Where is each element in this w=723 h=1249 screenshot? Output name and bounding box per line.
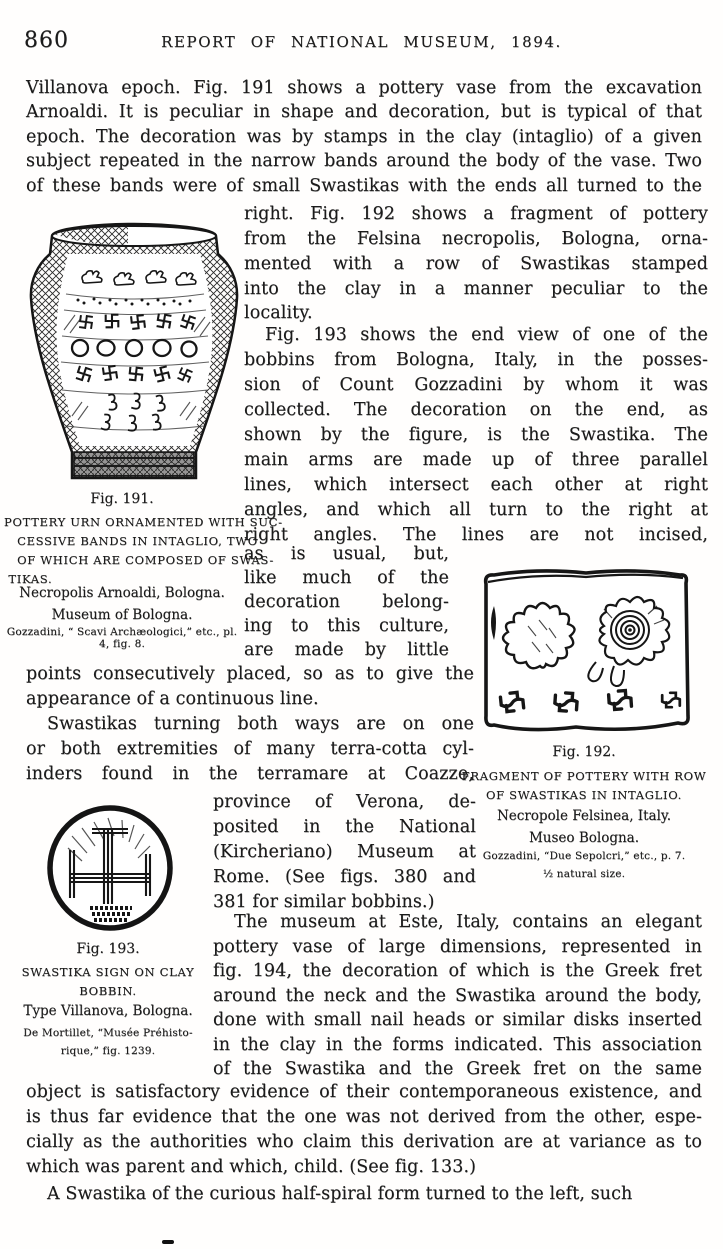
text-line: posited in the National: [213, 817, 476, 837]
text-line: object is satisfactory evidence of their contemporaneous existence, and: [26, 1082, 702, 1102]
text-line: main arms are made up of three parallel: [244, 450, 708, 470]
text-line: of these bands were of small Swastikas with the ends all turned to the: [26, 175, 702, 196]
text-line: CESSIVE BANDS IN INTAGLIO, TWO: [4, 534, 258, 548]
paragraph-contemporaneous: [26, 1080, 702, 1155]
paragraph-points: [26, 662, 474, 687]
urn-drawing: [28, 220, 240, 486]
fig191-source-citation: Gozzadini, “ Scavi Archæologici,” etc., pl. 4, fig. 8.: [6, 626, 238, 650]
text-line: angles, and which all turn to the right at: [244, 500, 708, 520]
page-number: 860: [24, 28, 69, 53]
text-line: cially as the authorities who claim this derivation are at variance as to: [26, 1132, 702, 1152]
fig193-label: Fig. 193.: [76, 941, 140, 957]
fig192-scale-note: ½ natural size.: [542, 868, 626, 880]
text-line: are made by little: [244, 640, 449, 660]
paragraph-este: [213, 910, 702, 1082]
text-line: Museo Bologna.: [528, 830, 640, 846]
fig192-label: Fig. 192.: [552, 744, 616, 760]
text-line: ing to this culture,: [244, 616, 449, 636]
text-line: OF SWASTIKAS IN INTAGLIO.: [485, 788, 683, 802]
text-line: of the Swastika and the Greek fret on the same: [213, 1059, 702, 1079]
paragraph-narrow-column: [244, 542, 449, 662]
running-title: REPORT OF NATIONAL MUSEUM, 1894.: [161, 33, 562, 51]
text-line: Necropole Felsinea, Italy.: [496, 808, 672, 824]
text-line: (Kircheriano) Museum at: [213, 842, 476, 862]
text-line: Villanova epoch. Fig. 191 shows a pottery vase from the excavation: [26, 78, 702, 98]
text-line: mented with a row of Swastikas stamped: [244, 254, 708, 274]
paragraph-points-end: appearance of a continuous line.: [26, 689, 319, 709]
text-line: done with small nail heads or similar disks inserted: [213, 1010, 702, 1030]
text-line: lines, which intersect each other at right: [244, 475, 708, 495]
text-line: Fig. 193 shows the end view of one of the: [265, 325, 708, 345]
paragraph-fig192-intro: [244, 202, 708, 302]
text-line: pottery vase of large dimensions, represented in: [213, 936, 702, 957]
text-line: De Mortillet, “Musée Préhisto-: [23, 1027, 193, 1039]
text-line: like much of the: [244, 568, 449, 588]
text-line: The museum at Este, Italy, contains an elegant: [234, 912, 702, 932]
fig191-caption: [4, 513, 283, 589]
ink-smudge: [162, 1240, 174, 1244]
text-line: OF WHICH ARE COMPOSED OF SWAS-: [4, 553, 275, 567]
text-line: epoch. The decoration was by stamps in the clay (intaglio) of a given: [26, 126, 702, 147]
fig193-provenance: [2, 1000, 214, 1022]
fig192-source-citation: Gozzadini, “Due Sepolcri,” etc., p. 7.: [482, 850, 686, 862]
text-line: Swastikas turning both ways are on one: [47, 714, 474, 734]
fig193-source-citation: [2, 1024, 214, 1060]
fig193-caption: [2, 963, 214, 1001]
paragraph-villanova: [26, 76, 702, 198]
paragraph-coazze: [26, 712, 474, 787]
paragraph-fig193-bobbin: [244, 323, 708, 548]
text-line: is thus far evidence that the one was not derived from the other, espe-: [26, 1107, 702, 1127]
fig192-pottery-fragment-illustration: [478, 566, 694, 736]
text-line: points consecutively placed, so as to give the: [26, 664, 474, 684]
text-line: from the Felsina necropolis, Bologna, orna-: [244, 229, 708, 249]
text-line: sion of Count Gozzadini by whom it was: [244, 375, 708, 395]
text-line: bobbins from Bologna, Italy, in the posses-: [244, 350, 708, 370]
text-line: province of Verona, de-: [213, 792, 476, 812]
text-line: shown by the figure, is the Swastika. The: [244, 425, 708, 445]
text-line: Museum of Bologna.: [51, 607, 193, 623]
text-line: BOBBIN.: [79, 984, 137, 998]
text-line: fig. 194, the decoration of which is the Greek fret: [213, 961, 702, 981]
paragraph-verona: [213, 790, 476, 890]
text-line: Arnoaldi. It is peculiar in shape and decoration, but is typical of that: [26, 102, 702, 123]
fig193-clay-bobbin-illustration: [44, 802, 176, 934]
text-line: POTTERY URN ORNAMENTED WITH SUC-: [4, 515, 283, 529]
text-line: as is usual, but,: [244, 544, 449, 564]
text-line: Rome. (See figs. 380 and: [213, 867, 476, 887]
text-line: right angles. The lines are not incised,: [244, 525, 708, 545]
text-line: around the neck and the Swastika around the body,: [213, 985, 702, 1006]
text-line: into the clay in a manner peculiar to the: [244, 279, 708, 299]
text-line: Type Villanova, Bologna.: [23, 1003, 193, 1019]
fig192-provenance: [458, 805, 710, 849]
text-line: TIKAS.: [4, 572, 53, 586]
text-line: rique,” fig. 1239.: [60, 1045, 156, 1057]
text-line: FRAGMENT OF POTTERY WITH ROW: [461, 769, 707, 783]
text-line: SWASTIKA SIGN ON CLAY: [21, 965, 195, 979]
paragraph-fig192-end: locality.: [244, 303, 313, 323]
text-line: collected. The decoration on the end, as: [244, 400, 708, 420]
paragraph-contemporaneous-end: which was parent and which, child. (See fig. 133.): [26, 1157, 477, 1177]
paragraph-halfspiral: A Swastika of the curious half-spiral form turned to the left, such: [47, 1184, 633, 1204]
text-line: Necropolis Arnoaldi, Bologna.: [19, 585, 225, 601]
fig192-caption: [458, 767, 710, 805]
paragraph-verona-end: 381 for similar bobbins.): [213, 892, 435, 912]
fragment-drawing: [478, 566, 694, 736]
text-line: decoration belong-: [244, 592, 449, 612]
text-line: right. Fig. 192 shows a fragment of pottery: [244, 204, 708, 224]
fig191-provenance: [4, 582, 240, 626]
text-line: inders found in the terramare at Coazze,: [26, 764, 474, 784]
fig191-label: Fig. 191.: [90, 491, 154, 507]
text-line: or both extremities of many terra-cotta cyl-: [26, 739, 474, 759]
fig191-pottery-urn-illustration: [28, 220, 240, 486]
text-line: subject repeated in the narrow bands around the body of the vase. Two: [26, 151, 702, 172]
text-line: in the clay in the forms indicated. This association: [213, 1034, 702, 1055]
bobbin-drawing: [44, 802, 176, 934]
